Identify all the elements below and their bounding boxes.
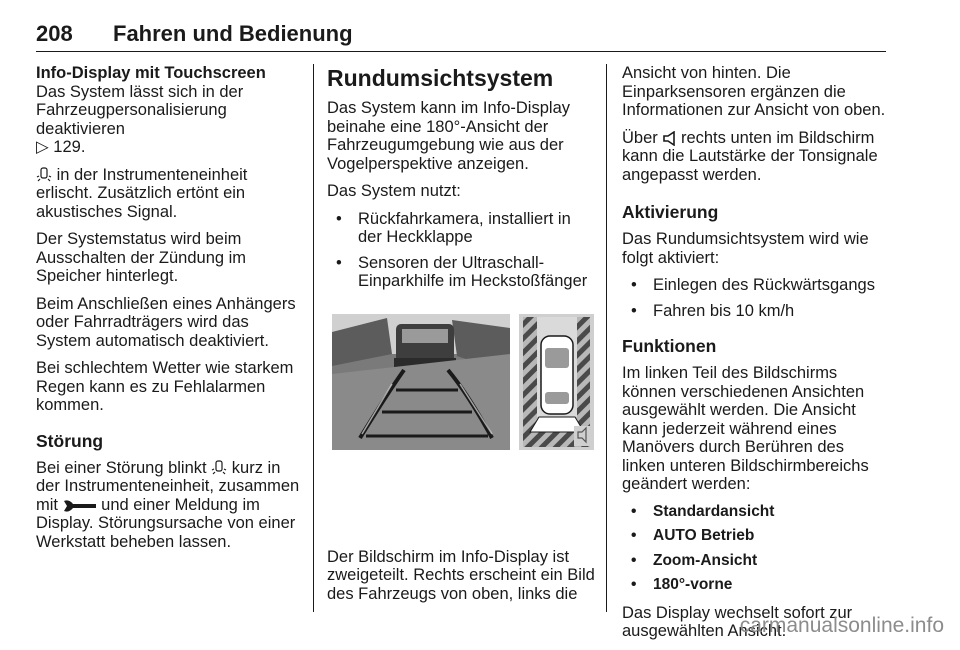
paragraph-text: Bei einer Störung blinkt <box>36 458 212 477</box>
watermark: carmanualsonline.info <box>739 614 944 637</box>
view-options-list <box>622 503 888 595</box>
paragraph-text: in der Instrumenteneinheit erlischt. Zusätzlich ertönt ein akustisches Signal. <box>36 165 248 221</box>
list-item: • Standardansicht <box>622 503 888 522</box>
page-reference-link[interactable]: 129. <box>53 138 86 156</box>
surround-view-image <box>332 314 594 494</box>
paragraph-text: kurz in der Instrumenteneinheit, zusammen mit <box>36 458 300 514</box>
chapter-title: Fahren und Bedienung <box>113 21 353 46</box>
paragraph: Das Rundumsichtsystem wird wie folgt aktiviert: <box>622 230 869 267</box>
paragraph: Ansicht von hinten. Die Einparksensoren ergänzen die Informationen zur Ansicht von oben. <box>622 64 886 119</box>
paragraph-text: Das System lässt sich in der Fahrzeugpersonalisierung deaktivieren <box>36 82 244 138</box>
page-header <box>36 21 886 52</box>
list-item: • Einlegen des Rückwärtsgangs <box>622 276 888 295</box>
list-item: • Fahren bis 10 km/h <box>622 302 888 321</box>
paragraph <box>36 459 304 552</box>
paragraph: Beim Anschließen eines Anhängers oder Fahrradträgers wird das System automatisch deaktiviert. <box>36 294 296 350</box>
page-ref-arrow-icon: ▷ <box>36 138 49 156</box>
speaker-icon <box>662 131 676 146</box>
list-item: • Rückfahrkamera, installiert in der Heckklappe <box>327 210 599 247</box>
paragraph: Das System nutzt: <box>327 182 461 200</box>
paragraph-text: Über <box>622 128 663 147</box>
column-divider <box>313 64 314 612</box>
paragraph-text: rechts unten im Bildschirm kann die Lautstärke der Tonsignale angepasst werden. <box>622 128 878 184</box>
list-item: • 180°-vorne <box>622 576 888 595</box>
paragraph: Das System kann im Info-Display beinahe eine 180°-Ansicht der Fahrzeugumgebung wie aus der Vogelperspektive anzeigen. <box>327 99 570 173</box>
column-right <box>622 64 888 650</box>
paragraph <box>36 166 304 222</box>
park-assist-off-icon <box>211 459 227 476</box>
list-item: • Zoom-Ansicht <box>622 552 888 571</box>
column-middle <box>327 64 599 612</box>
paragraph <box>36 83 304 157</box>
paragraph: Bei schlechtem Wetter wie starkem Regen kann es zu Fehlalarmen kommen. <box>36 359 294 414</box>
figure-caption: Der Bildschirm im Info-Display ist zweigeteilt. Rechts erscheint ein Bild des Fahrzeugs von oben, links die <box>327 547 595 603</box>
paragraph: Im linken Teil des Bildschirms können verschiedenen Ansichten ausgewählt werden. Die Ansicht kann jederzeit während eines Manövers durch Berühren des linken unteren Bildschirmbereichs geändert werden: <box>622 364 869 493</box>
page-number: 208 <box>36 21 73 46</box>
paragraph: Der Systemstatus wird beim Ausschalten der Zündung im Speicher hinterlegt. <box>36 230 247 285</box>
park-assist-off-icon <box>36 166 52 183</box>
section-heading-aktivierung: Aktivierung <box>622 202 719 222</box>
column-divider <box>606 64 607 612</box>
list-item: • Sensoren der Ultraschall-Einparkhilfe im Heckstoßfänger <box>327 254 599 291</box>
bullet-list <box>327 210 599 291</box>
column-left <box>36 64 304 560</box>
paragraph: Das Display wechselt sofort zur ausgewählten Ansicht. <box>622 603 853 640</box>
wrench-icon <box>63 499 97 513</box>
camera-display-illustration <box>332 314 594 494</box>
paragraph-text: und einer Meldung im Display. Störungsursache von einer Werkstatt beheben lassen. <box>36 495 296 551</box>
section-title: Rundumsichtsystem <box>327 65 554 91</box>
bullet-list <box>622 276 888 320</box>
section-heading-funktionen: Funktionen <box>622 336 717 356</box>
paragraph <box>622 129 888 185</box>
section-heading-stoerung: Störung <box>36 430 104 451</box>
list-item: • AUTO Betrieb <box>622 527 888 546</box>
sub-heading: Info-Display mit Touchscreen <box>36 64 266 82</box>
